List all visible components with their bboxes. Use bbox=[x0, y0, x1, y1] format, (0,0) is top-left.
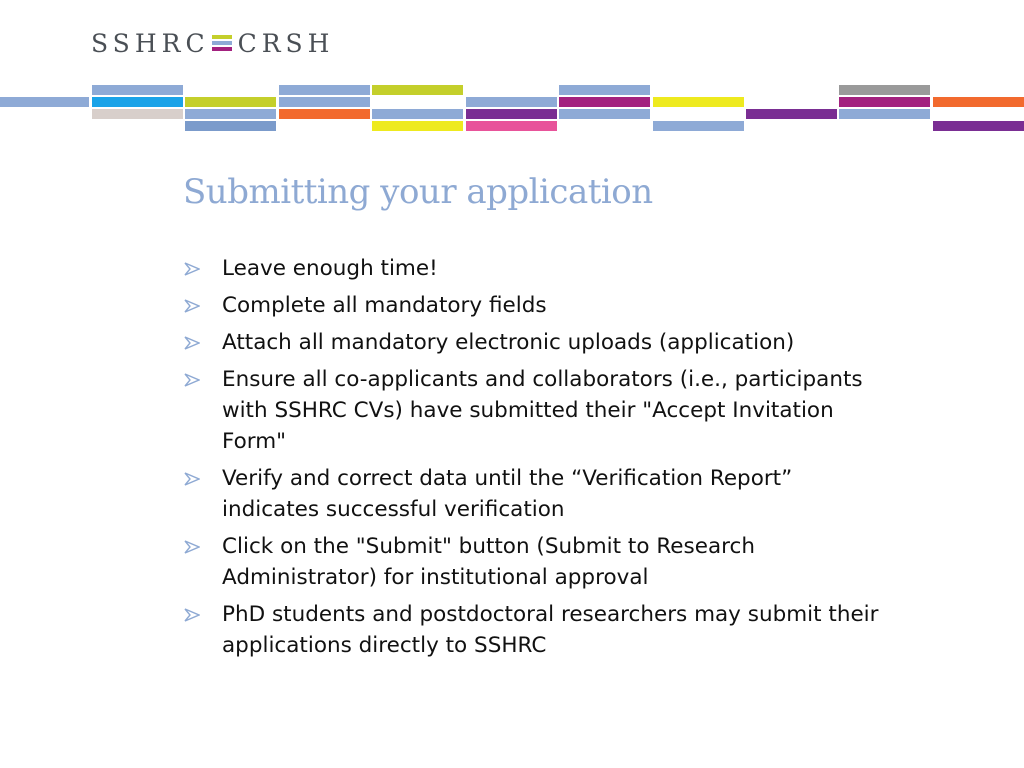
logo-text-crsh: CRSH bbox=[237, 28, 335, 58]
stripe bbox=[839, 85, 930, 95]
list-item-text: Leave enough time! bbox=[222, 256, 438, 281]
chevron-arrow-icon bbox=[184, 299, 200, 313]
list-item bbox=[184, 253, 884, 284]
stripe bbox=[372, 121, 463, 131]
stripe bbox=[466, 121, 557, 131]
stripe bbox=[279, 97, 370, 107]
chevron-arrow-icon bbox=[184, 336, 200, 350]
bullet-list bbox=[184, 253, 884, 667]
stripe bbox=[279, 109, 370, 119]
page-title: Submitting your application bbox=[183, 172, 653, 212]
stripe bbox=[185, 97, 276, 107]
stripe bbox=[466, 109, 557, 119]
stripe bbox=[0, 97, 89, 107]
stripe bbox=[839, 109, 930, 119]
list-item bbox=[184, 290, 884, 321]
list-item-text: Click on the "Submit" button (Submit to Research Administrator) for institutional approval bbox=[222, 534, 755, 590]
chevron-arrow-icon bbox=[184, 262, 200, 276]
list-item-text: Complete all mandatory fields bbox=[222, 293, 547, 318]
list-item bbox=[184, 327, 884, 358]
stripe bbox=[839, 97, 930, 107]
logo-text-sshrc: SSHRC bbox=[91, 28, 210, 58]
stripe bbox=[746, 109, 837, 119]
stripe bbox=[466, 97, 557, 107]
stripe bbox=[653, 97, 744, 107]
list-item-text: Attach all mandatory electronic uploads (application) bbox=[222, 330, 795, 355]
stripe bbox=[92, 109, 183, 119]
list-item bbox=[184, 463, 884, 525]
list-item bbox=[184, 599, 884, 661]
stripe bbox=[933, 97, 1024, 107]
stripe bbox=[185, 121, 276, 131]
chevron-arrow-icon bbox=[184, 608, 200, 622]
stripe bbox=[372, 109, 463, 119]
list-item-text: PhD students and postdoctoral researchers may submit their applications directly to SSHRC bbox=[222, 602, 879, 658]
chevron-arrow-icon bbox=[184, 472, 200, 486]
list-item-text: Verify and correct data until the “Verification Report” indicates successful verification bbox=[222, 466, 793, 522]
chevron-arrow-icon bbox=[184, 373, 200, 387]
list-item bbox=[184, 364, 884, 457]
stripe bbox=[92, 85, 183, 95]
stripe bbox=[559, 97, 650, 107]
stripe bbox=[92, 97, 183, 107]
stripe bbox=[372, 85, 463, 95]
stripe bbox=[559, 85, 650, 95]
stripe bbox=[653, 121, 744, 131]
stripe bbox=[185, 109, 276, 119]
stripe bbox=[279, 85, 370, 95]
stripe bbox=[933, 121, 1024, 131]
decorative-stripes bbox=[0, 0, 1024, 140]
list-item-text: Ensure all co-applicants and collaborators (i.e., participants with SSHRC CVs) have submitted their "Accept Invitation Form" bbox=[222, 367, 863, 454]
list-item bbox=[184, 531, 884, 593]
chevron-arrow-icon bbox=[184, 540, 200, 554]
stripe bbox=[559, 109, 650, 119]
